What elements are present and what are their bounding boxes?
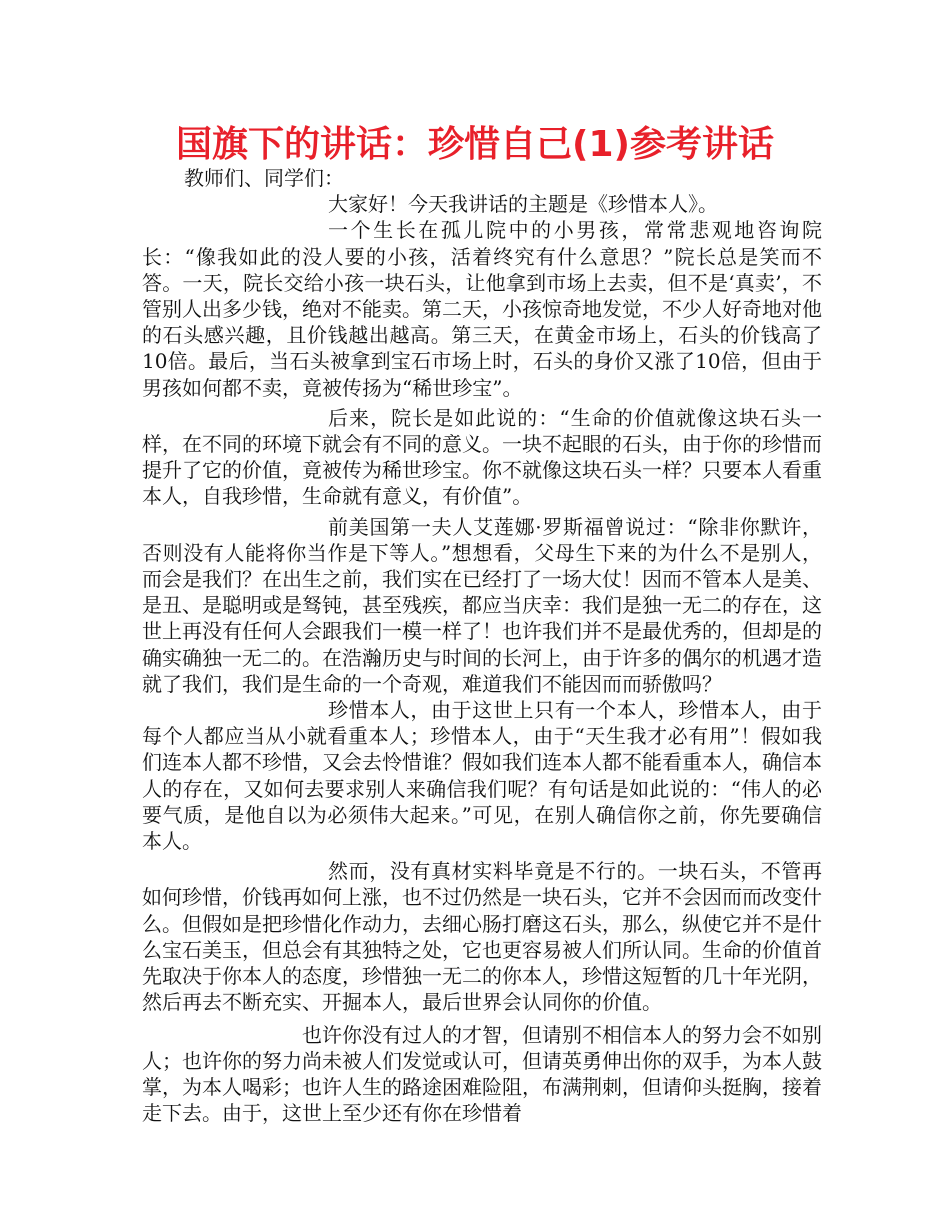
paragraph-story: 一个生长在孤儿院中的小男孩，常常悲观地咨询院长：“像我如此的没人要的小孩，活着终究有什么意思？”院长总是笑而不答。一天，院长交给小孩一块石头，让他拿到市场上去卖，但不是‘真卖’，不管别人出多少钱，绝对不能卖。第二天，小孩惊奇地发觉，不少人好奇地对他的石头感兴趣，且价钱越出越高。第三天，在黄金市场上，石头的价钱高了10倍。最后，当石头被拿到宝石市场上时，石头的身价又涨了10倍，但由于男孩如何都不卖，竟被传扬为“稀世珍宝”。 [142, 218, 822, 400]
salutation: 教师们、同学们： [184, 166, 344, 190]
document-body [142, 165, 822, 1126]
paragraph-greeting: 大家好！今天我讲话的主题是《珍惜本人》。 [328, 192, 718, 217]
paragraph-principal-quote: 后来，院长是如此说的：“生命的价值就像这块石头一样，在不同的环境下就会有不同的意义。一块不起眼的石头，由于你的珍惜而提升了它的价值，竟被传为稀世珍宝。你不就像这块石头一样？只要本人看重本人，自我珍惜，生命就有意义，有价值”。 [142, 405, 822, 509]
document-title: 国旗下的讲话：珍惜自己(1)参考讲话 [176, 124, 774, 165]
paragraph-roosevelt: 前美国第一夫人艾莲娜·罗斯福曾说过：“除非你默许，否则没有人能将你当作是下等人。”想想看，父母生下来的为什么不是别人，而会是我们？在出生之前，我们实在已经打了一场大仗！因而不管本人是美、是丑、是聪明或是驽钝，甚至残疾，都应当庆幸：我们是独一无二的存在，这世上再没有任何人会跟我们一模一样了！也许我们并不是最优秀的，但却是的确实确独一无二的。在浩瀚历史与时间的长河上，由于许多的偶尔的机遇才造就了我们，我们是生命的一个奇观，难道我们不能因而而骄傲吗？ [142, 514, 822, 696]
paragraph-real-ability: 然而，没有真材实料毕竟是不行的。一块石头，不管再如何珍惜，价钱再如何上涨，也不过仍然是一块石头，它并不会因而而改变什么。但假如是把珍惜化作动力，去细心肠打磨这石头，那么，纵使它并不是什么宝石美玉，但总会有其独特之处，它也更容易被人们所认同。生命的价值首先取决于你本人的态度，珍惜独一无二的你本人，珍惜这短暂的几十年光阴，然后再去不断充实、开掘本人，最后世界会认同你的价值。 [142, 859, 822, 1015]
paragraph-encouragement: 也许你没有过人的才智，但请别不相信本人的努力会不如别人；也许你的努力尚未被人们发觉或认可，但请英勇伸出你的双手，为本人鼓掌，为本人喝彩；也许人生的路途困难险阻，布满荆刺，但请仰头挺胸，接着走下去。由于，这世上至少还有你在珍惜着 [142, 1022, 822, 1126]
paragraph-cherish-self: 珍惜本人，由于这世上只有一个本人，珍惜本人，由于每个人都应当从小就看重本人；珍惜本人，由于“天生我才必有用”！假如我们连本人都不珍惜，又会去怜惜谁？假如我们连本人都不能看重本人，确信本人的存在，又如何去要求别人来确信我们呢？有句话是如此说的：“伟人的必要气质，是他自以为必须伟大起来。”可见，在别人确信你之前，你先要确信本人。 [142, 698, 822, 854]
